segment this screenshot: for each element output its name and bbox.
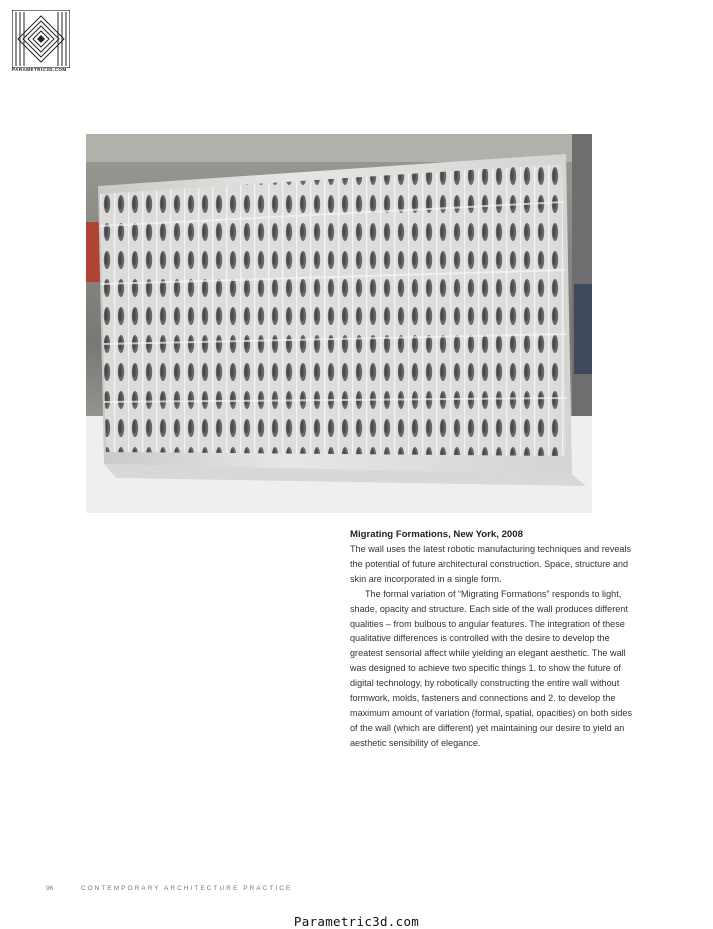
logo-text: PARAMETRIC3D.COM: [12, 67, 67, 72]
concentric-diamond-logo-icon: [12, 10, 70, 68]
page-footer: [46, 885, 292, 892]
parametric3d-logo: [12, 10, 70, 72]
watermark: Parametric3d.com: [293, 914, 420, 929]
running-title: CONTEMPORARY ARCHITECTURE PRACTICE: [80, 885, 293, 892]
caption-paragraph-2: The formal variation of “Migrating Formations” responds to light, shade, opacity and structure. Each side of the wall produces different qualities – from bulbous to angular features. The integration of these qualitative differences is controlled with the desire to develop the greatest sensorial affect while yielding an elegant aesthetic. The wall was designed to achieve two specific things 1. to show the future of digital technology, by robotically constructing the entire wall without formwork, molds, fasteners and connections and 2. to develop the maximum amount of variation (formal, spatial, opacities) on both sides of the wall (which are different) yet maintaining our desire to yield an aesthetic sensibility of elegance.: [350, 588, 633, 748]
wall-photo: [86, 134, 592, 513]
page-number: 96: [46, 885, 54, 892]
caption-title: Migrating Formations, New York, 2008: [350, 529, 523, 540]
white-robotic-wall-installation-photo: [86, 134, 592, 513]
caption-block: [350, 527, 640, 751]
caption-paragraph-1: The wall uses the latest robotic manufacturing techniques and reveals the potential of future architectural construction. Space, structure and skin are incorporated in a single form.: [350, 544, 632, 584]
